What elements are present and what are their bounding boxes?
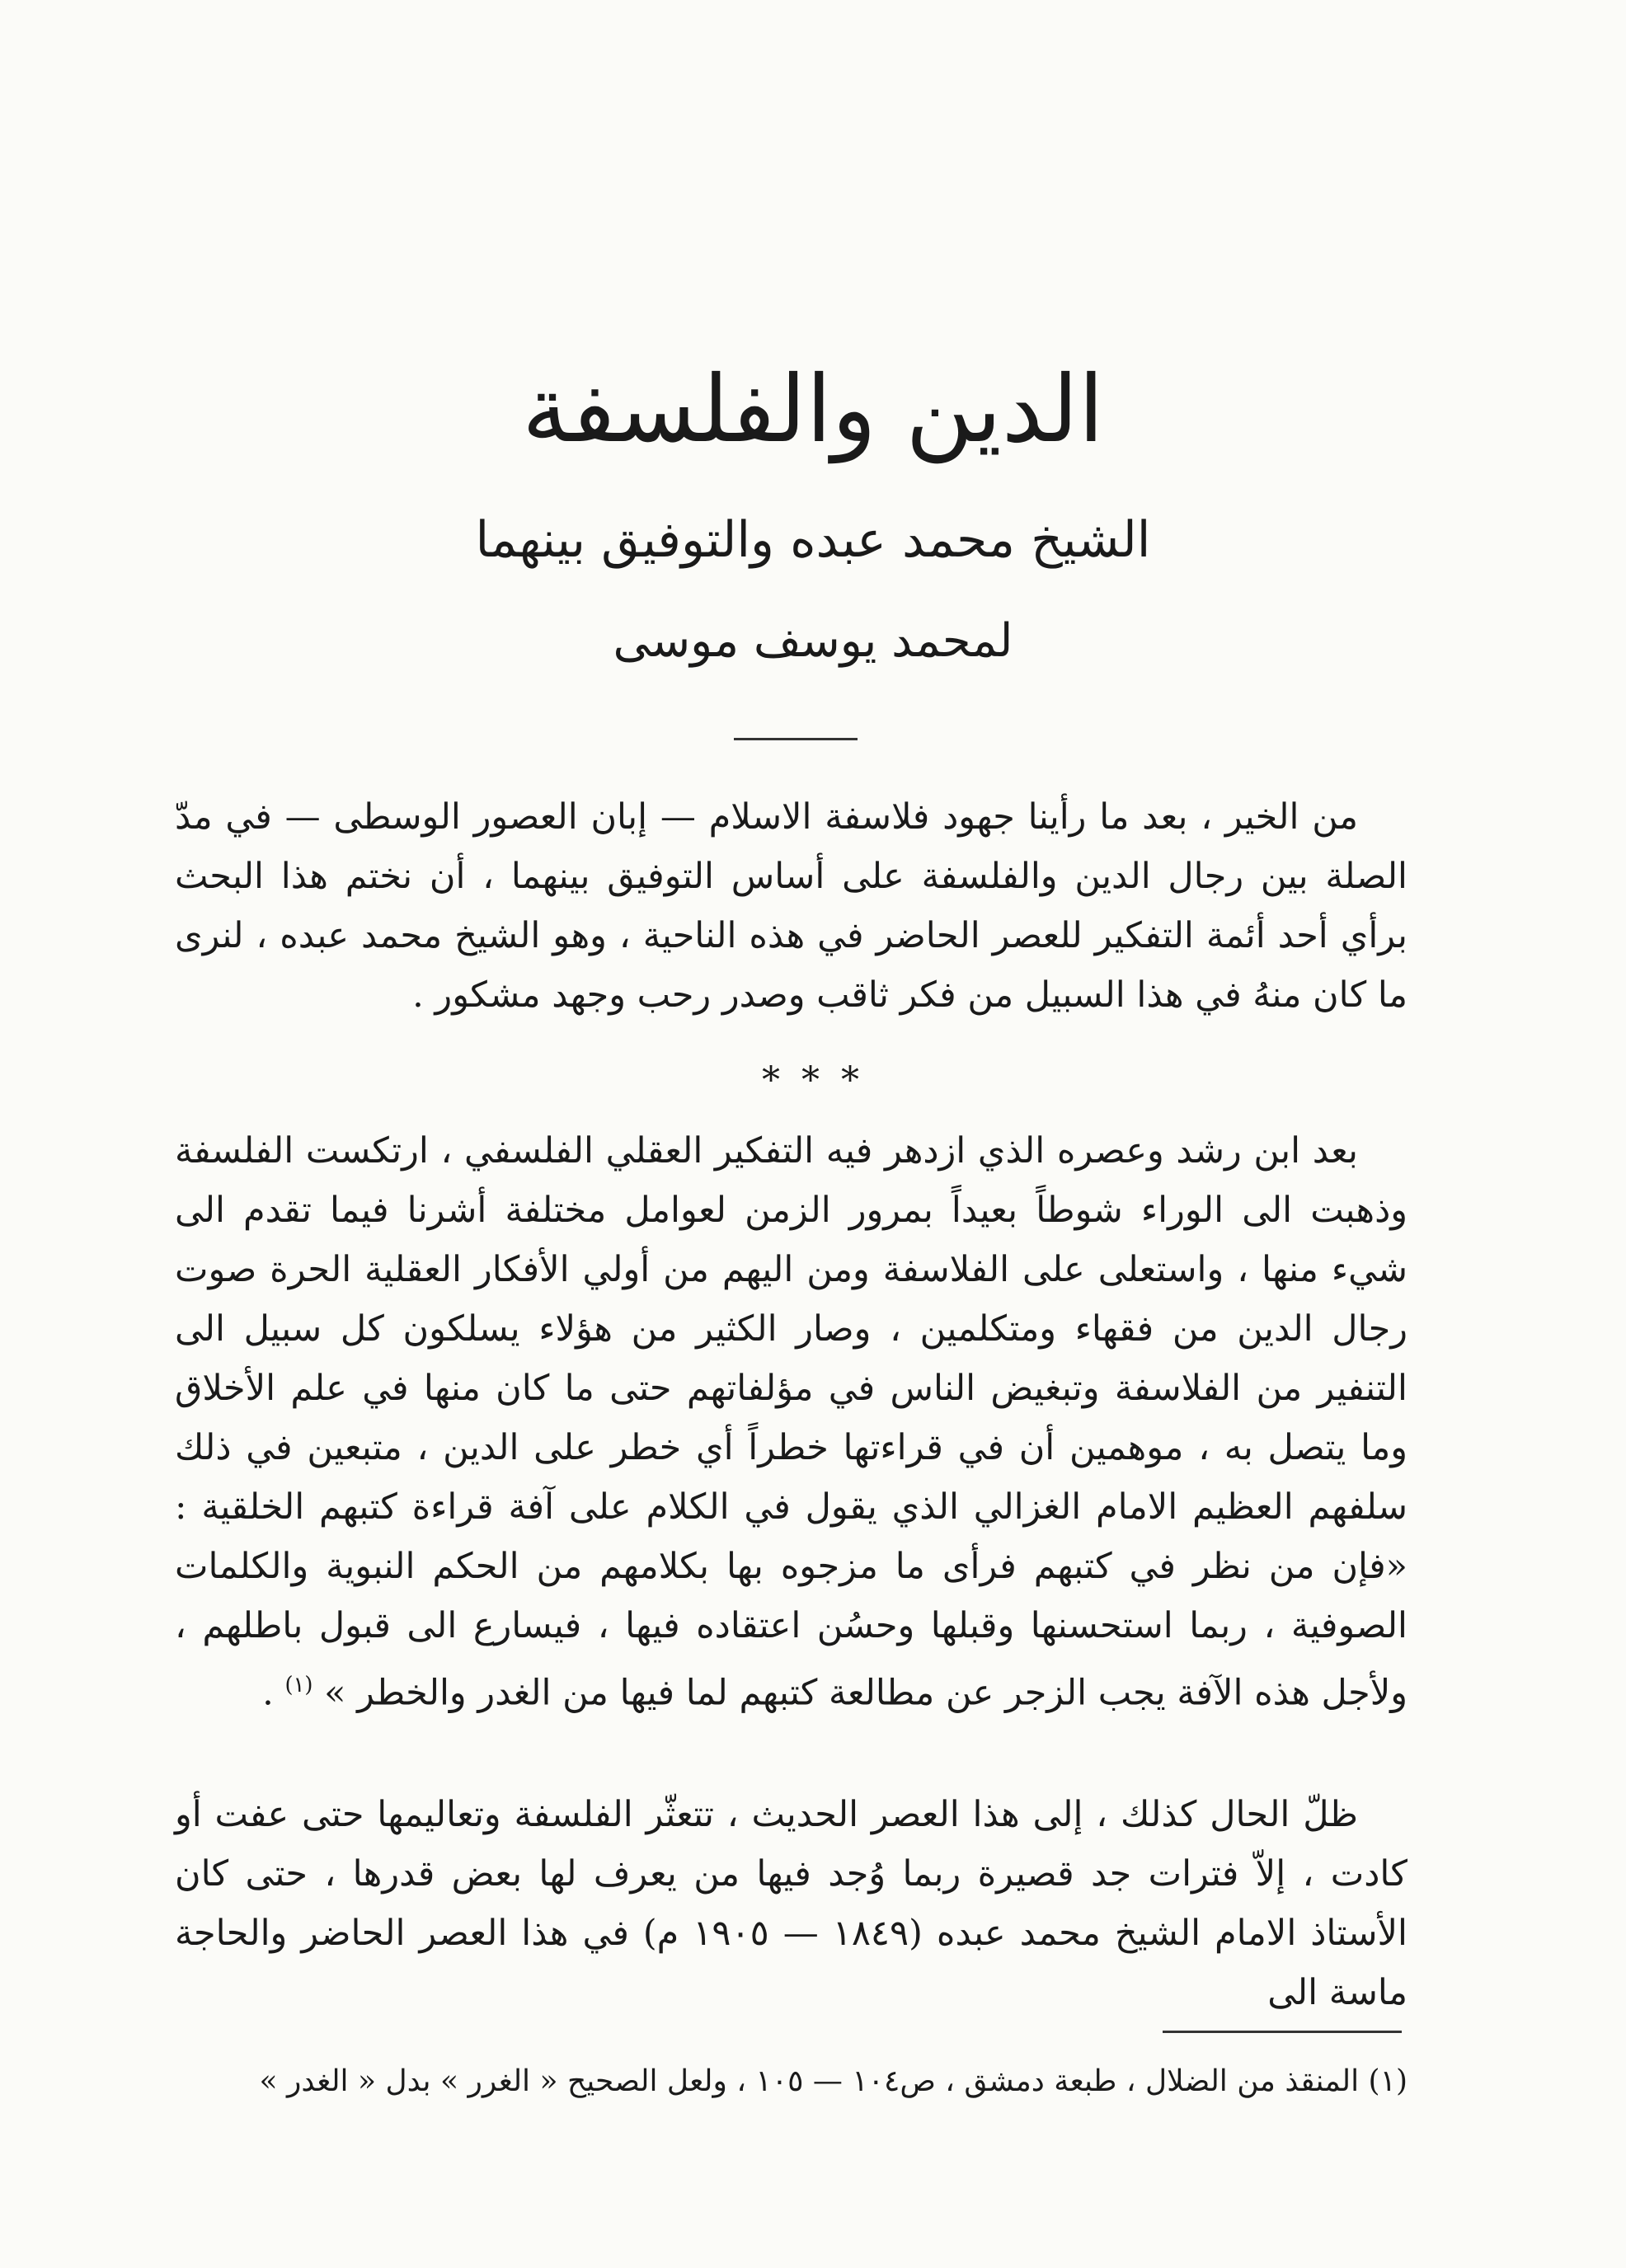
third-paragraph-block <box>175 1785 1407 2022</box>
footnote: (١) المنقذ من الضلال ، طبعة دمشق ، ص١٠٤ — ١٠٥ ، ولعل الصحيح « الغرر » بدل « الغدر » <box>259 2064 1407 2098</box>
main-paragraph: بعد ابن رشد وعصره الذي ازدهر فيه التفكير العقلي الفلسفي ، ارتكست الفلسفة وذهبت الى الوراء شوطاً بعيداً بمرور الزمن لعوامل مختلفة أشرنا فيما تقدم الى شيء منها ، واستعلى على الفلاسفة ومن اليهم من أولي الأفكار العقلية الحرة صوت رجال الدين من فقهاء ومتكلمين ، وصار الكثير من هؤلاء يسلكون كل سبيل الى التنفير من الفلاسفة وتبغيض الناس في مؤلفاتهم حتى ما كان منها في علم الأخلاق وما يتصل به ، موهمين أن في قراءتها خطراً أي خطر على الدين ، متبعين في ذلك سلفهم العظيم الامام الغزالي الذي يقول في الكلام على آفة قراءة كتبهم الخلقية : «فإن من نظر في كتبهم فرأى ما مزجوه بها بكلامهم من الحكم النبوية والكلمات الصوفية ، ربما استحسنها وقبلها وحسُن اعتقاده فيها ، فيسارع الى قبول باطلهم ، ولأجل هذه الآفة يجب الزجر عن مطالعة كتبهم لما فيها من الغدر والخطر » $^{(١)}$ . <box>175 1130 1407 1714</box>
third-paragraph: ظلّ الحال كذلك ، إلى هذا العصر الحديث ، تتعثّر الفلسفة وتعاليمها حتى عفت أو كادت ، إلاّ فترات جد قصيرة ربما وُجد فيها من يعرف لها بعض قدرها ، حتى كان الأستاذ الامام الشيخ محمد عبده (١٨٤٩ — ١٩٠٥ م) في هذا العصر الحاضر والحاجة ماسة الى <box>175 1794 1407 2013</box>
main-paragraph-block <box>175 1121 1407 1722</box>
footnote-reference: (١) <box>284 1673 313 1697</box>
title-divider <box>734 738 858 740</box>
article-author: لمحمد يوسف موسى <box>613 614 1013 668</box>
section-separator: * * * <box>762 1059 864 1101</box>
main-paragraph-text: بعد ابن رشد وعصره الذي ازدهر فيه التفكير العقلي الفلسفي ، ارتكست الفلسفة وذهبت الى الوراء شوطاً بعيداً بمرور الزمن لعوامل مختلفة أشرنا فيما تقدم الى شيء منها ، واستعلى على الفلاسفة ومن اليهم من أولي الأفكار العقلية الحرة صوت رجال الدين من فقهاء ومتكلمين ، وصار الكثير من هؤلاء يسلكون كل سبيل الى التنفير من الفلاسفة وتبغيض الناس في مؤلفاتهم حتى ما كان منها في علم الأخلاق وما يتصل به ، موهمين أن في قراءتها خطراً أي خطر على الدين ، متبعين في ذلك سلفهم العظيم الامام الغزالي الذي يقول في الكلام على آفة قراءة كتبهم الخلقية : «فإن من نظر في كتبهم فرأى ما مزجوه بها بكلامهم من الحكم النبوية والكلمات الصوفية ، ربما استحسنها وقبلها وحسُن اعتقاده فيها ، فيسارع الى قبول باطلهم ، ولأجل هذه الآفة يجب الزجر عن مطالعة كتبهم لما فيها من الغدر والخطر » <box>175 1130 1407 1714</box>
article-title: الدين والفلسفة <box>522 356 1104 463</box>
footnote-divider <box>1163 2031 1402 2033</box>
intro-paragraph-block <box>175 787 1407 1025</box>
article-subtitle: الشيخ محمد عبده والتوفيق بينهما <box>475 511 1151 569</box>
intro-paragraph: من الخير ، بعد ما رأينا جهود فلاسفة الاسلام — إبان العصور الوسطى — في مدّ الصلة بين رجال الدين والفلسفة على أساس التوفيق بينهما ، أن نختم هذا البحث برأي أحد أئمة التفكير للعصر الحاضر في هذه الناحية ، وهو الشيخ محمد عبده ، لنرى ما كان منهُ في هذا السبيل من فكر ثاقب وصدر رحب وجهد مشكور . <box>175 796 1407 1016</box>
